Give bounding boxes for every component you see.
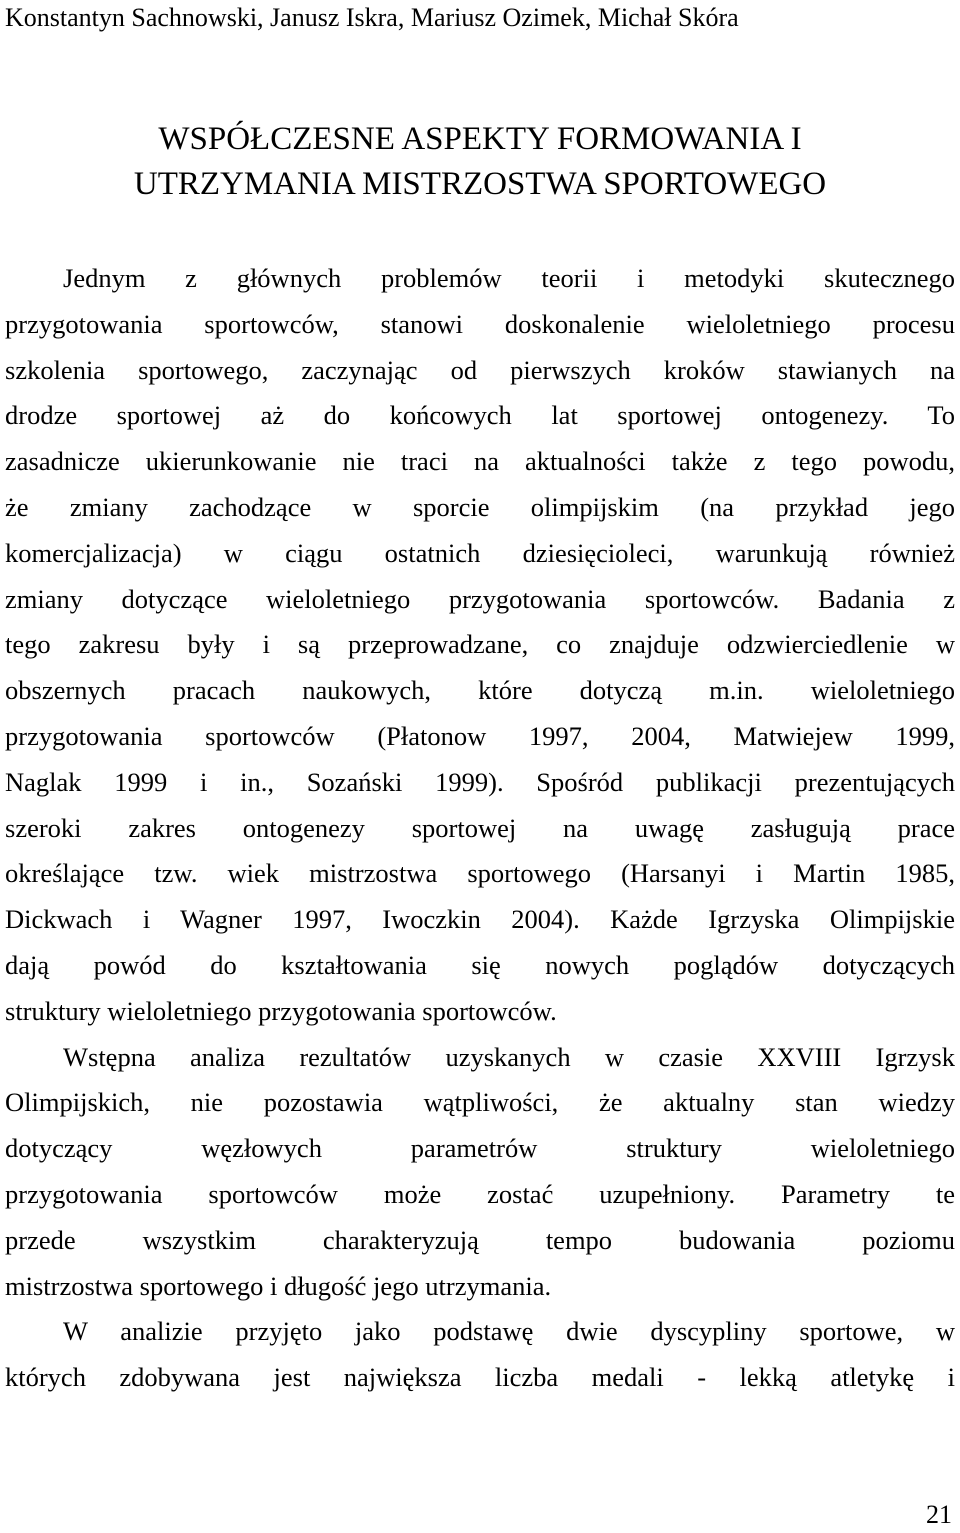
text-line: Olimpijskich, nie pozostawia wątpliwości, że aktualny stan wiedzy [5,1087,955,1118]
text-line: struktury wieloletniego przygotowania sportowców. [5,995,557,1026]
paragraph-1 [5,256,955,1035]
page-number: 21 [926,1500,952,1529]
text-line: których zdobywana jest największa liczba medali - lekką atletykę i [5,1362,955,1393]
text-line: mistrzostwa sportowego i długość jego utrzymania. [5,1270,552,1301]
text-line: tego zakresu były i są przeprowadzane, co znajduje odzwierciedlenie w [5,629,955,660]
text-line: przygotowania sportowców, stanowi doskonalenie wieloletniego procesu [5,308,955,339]
text-line: komercjalizacja) w ciągu ostatnich dziesięcioleci, warunkują również [5,537,955,568]
article-title [0,117,960,207]
text-line: przygotowania sportowców (Płatonow 1997, 2004, Matwiejew 1999, [5,720,955,751]
text-line: dotyczący węzłowych parametrów struktury wieloletniego [5,1133,955,1164]
text-line: Dickwach i Wagner 1997, Iwoczkin 2004). Każde Igrzyska Olimpijskie [5,904,955,935]
text-line: szeroki zakres ontogenezy sportowej na uwagę zasługują prace [5,812,955,843]
text-line: zmiany dotyczące wieloletniego przygotowania sportowców. Badania z [5,583,955,614]
article-body [5,256,955,1401]
article-title-line-2: UTRZYMANIA MISTRZOSTWA SPORTOWEGO [133,166,827,202]
text-line: określające tzw. wiek mistrzostwa sportowego (Harsanyi i Martin 1985, [5,858,955,889]
text-line: obszernych pracach naukowych, które dotyczą m.in. wieloletniego [5,675,955,706]
text-line: Wstępna analiza rezultatów uzyskanych w czasie XXVIII Igrzysk [63,1041,955,1072]
text-line: szkolenia sportowego, zaczynając od pierwszych kroków stawianych na [5,354,955,385]
text-line: dają powód do kształtowania się nowych poglądów dotyczących [5,949,955,980]
text-line: Naglak 1999 i in., Sozański 1999). Spośród publikacji prezentujących [5,766,955,797]
running-header-authors: Konstantyn Sachnowski, Janusz Iskra, Mariusz Ozimek, Michał Skóra [5,3,739,32]
text-line: przede wszystkim charakteryzują tempo budowania poziomu [5,1224,955,1255]
paragraph-2 [5,1035,955,1310]
text-line: Jednym z głównych problemów teorii i metodyki skutecznego [63,263,955,293]
text-line: W analizie przyjęto jako podstawę dwie dyscypliny sportowe, w [63,1316,955,1347]
article-title-line-1: WSPÓŁCZESNE ASPEKTY FORMOWANIA I [158,121,802,157]
text-line: przygotowania sportowców może zostać uzupełniony. Parametry te [5,1178,955,1209]
text-line: zasadnicze ukierunkowanie nie traci na aktualności także z tego powodu, [5,446,955,477]
text-line: drodze sportowej aż do końcowych lat sportowej ontogenezy. To [5,400,955,431]
paragraph-3 [5,1309,955,1401]
text-line: że zmiany zachodzące w sporcie olimpijskim (na przykład jego [5,491,955,522]
